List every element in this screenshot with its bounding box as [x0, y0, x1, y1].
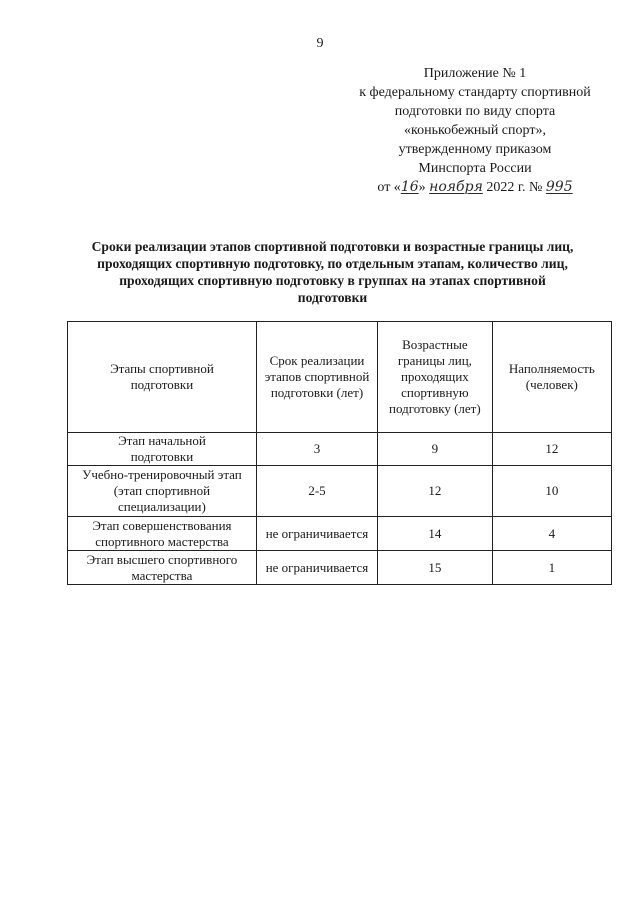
handwritten-order-number: 995	[545, 179, 573, 195]
table-row	[68, 517, 612, 551]
title-line: Сроки реализации этапов спортивной подготовки и возрастные границы лиц,	[91, 239, 574, 254]
header-capacity: Наполняемость (человек)	[492, 322, 611, 433]
age-cell: 15	[378, 551, 493, 585]
capacity-cell: 1	[492, 551, 611, 585]
appendix-line: подготовки по виду спорта	[394, 104, 556, 119]
handwritten-day: 16	[400, 179, 419, 195]
duration-cell: не ограничивается	[256, 517, 377, 551]
appendix-line: Приложение № 1	[423, 66, 527, 81]
duration-cell: 3	[256, 433, 377, 466]
header-duration: Срок реализации этапов спортивной подготовки (лет)	[256, 322, 377, 433]
duration-cell: не ограничивается	[256, 551, 377, 585]
order-date-line	[340, 178, 610, 197]
capacity-cell: 4	[492, 517, 611, 551]
header-age-limits: Возрастные границы лиц, проходящих спортивную подготовку (лет)	[378, 322, 493, 433]
stage-name-cell: Этап высшего спортивного мастерства	[68, 551, 257, 585]
document-title	[60, 238, 605, 306]
appendix-block	[340, 64, 610, 197]
stage-name-cell: Учебно-тренировочный этап (этап спортивной специализации)	[68, 466, 257, 517]
table-header-row	[68, 322, 612, 433]
page-number: 9	[316, 36, 324, 51]
handwritten-month: ноября	[429, 179, 483, 195]
appendix-line: утвержденному приказом	[398, 142, 552, 157]
table-row	[68, 551, 612, 585]
age-cell: 12	[378, 466, 493, 517]
title-line: проходящих спортивную подготовку, по отдельным этапам, количество лиц,	[97, 256, 568, 271]
header-stages: Этапы спортивной подготовки	[68, 322, 257, 433]
capacity-cell: 12	[492, 433, 611, 466]
appendix-line: «конькобежный спорт»,	[404, 123, 546, 138]
date-prefix: от «	[377, 180, 401, 195]
appendix-line: к федеральному стандарту спортивной	[359, 85, 591, 100]
table-row	[68, 466, 612, 517]
stages-table	[67, 321, 612, 585]
capacity-cell: 10	[492, 466, 611, 517]
date-mid: »	[418, 180, 426, 195]
title-line: подготовки	[297, 290, 368, 305]
appendix-line: Минспорта России	[418, 161, 532, 176]
age-cell: 9	[378, 433, 493, 466]
title-line: проходящих спортивную подготовку в группах на этапах спортивной	[119, 273, 546, 288]
duration-cell: 2-5	[256, 466, 377, 517]
table-row	[68, 433, 612, 466]
stage-name-cell: Этап совершенствования спортивного мастерства	[68, 517, 257, 551]
year-suffix: 2022 г. №	[486, 180, 543, 195]
stage-name-cell: Этап начальной подготовки	[68, 433, 257, 466]
age-cell: 14	[378, 517, 493, 551]
